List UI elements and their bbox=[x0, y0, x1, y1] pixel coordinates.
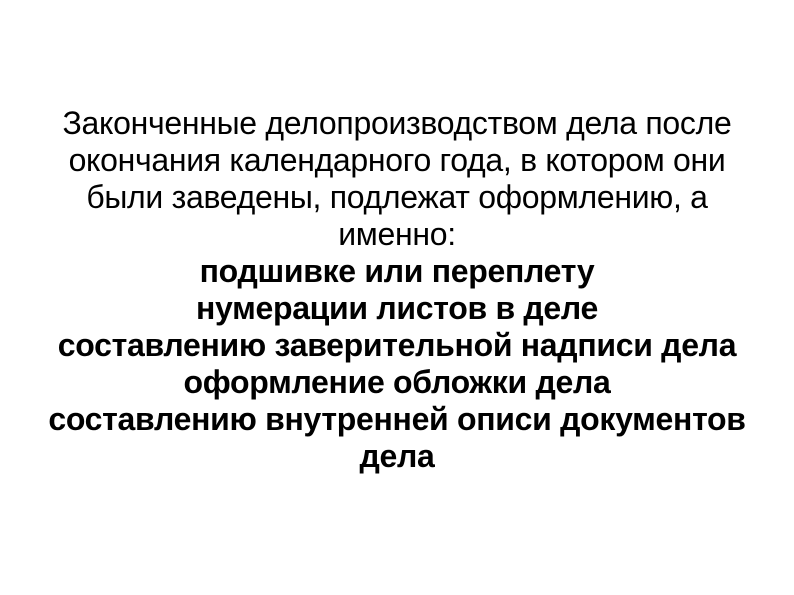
intro-line: Законченные делопроизводством дела после bbox=[62, 105, 732, 141]
slide-text-block bbox=[25, 105, 769, 475]
item-list bbox=[25, 253, 769, 475]
item-line: составлению заверительной надписи дела bbox=[57, 327, 737, 363]
item-line: нумерации листов в деле bbox=[195, 290, 599, 326]
intro-line: окончания календарного года, в котором они bbox=[68, 142, 726, 178]
intro-paragraph bbox=[25, 105, 769, 253]
intro-line: именно: bbox=[338, 216, 456, 252]
item-line: составлению внутренней описи документов дела bbox=[48, 401, 746, 474]
intro-line: были заведены, подлежат оформлению, а bbox=[86, 179, 708, 215]
item-line: подшивке или переплету bbox=[199, 253, 595, 289]
item-line: оформление обложки дела bbox=[183, 364, 611, 400]
